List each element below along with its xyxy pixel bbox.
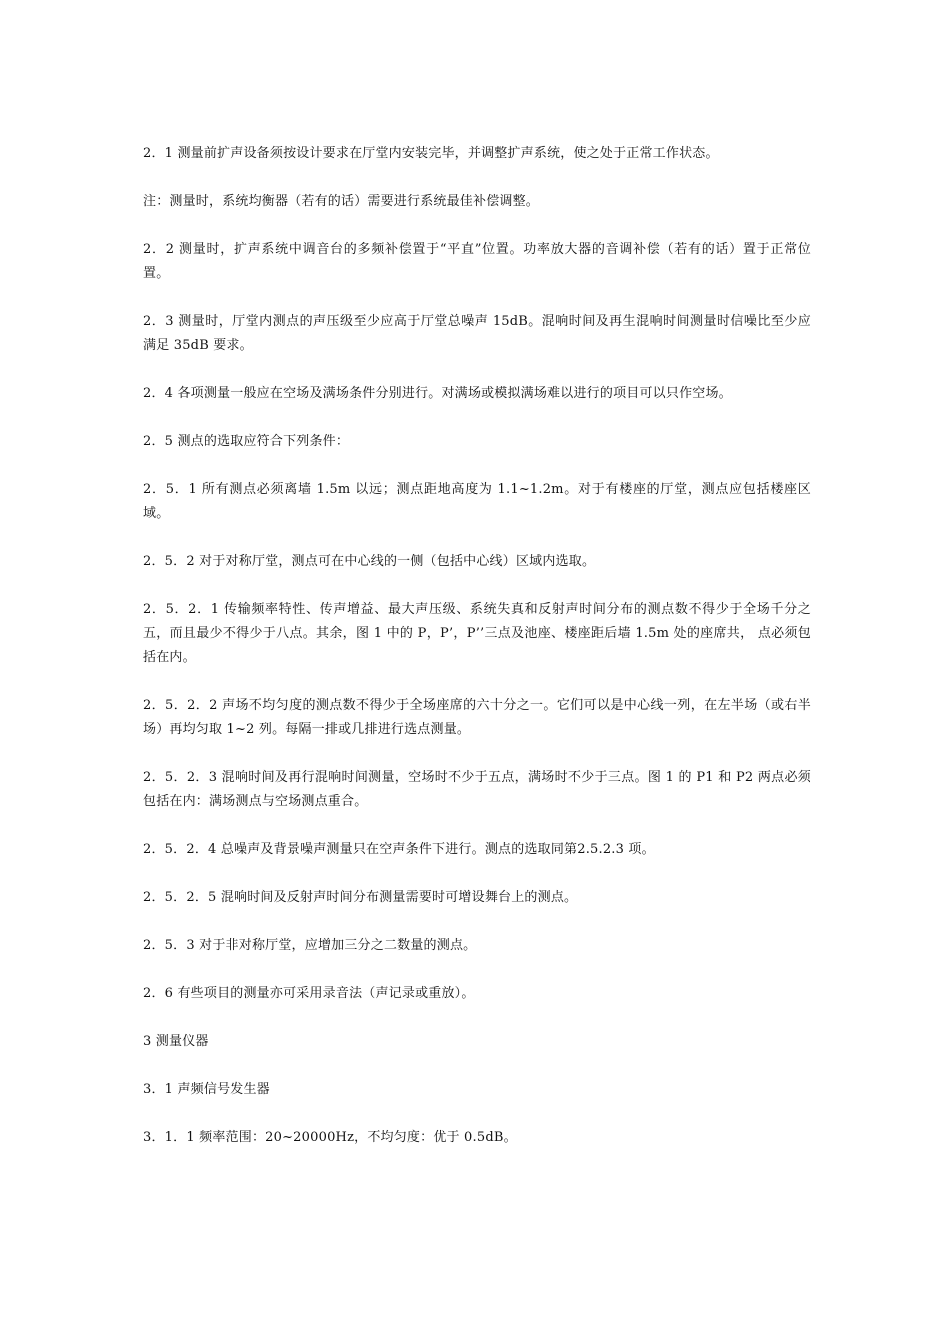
paragraph-2-5-2-2: 2．5．2．2 声场不均匀度的测点数不得少于全场座席的六十分之一。它们可以是中心线一列，在左半场（或右半场）再均匀取 1~2 列。每隔一排或几排进行选点测量。	[143, 698, 811, 737]
paragraph-2-2: 2．2 测量时，扩声系统中调音台的多频补偿置于“平直”位置。功率放大器的音调补偿（若有的话）置于正常位置。	[143, 242, 811, 281]
paragraph-2-5-2-3: 2．5．2．3 混响时间及再行混响时间测量，空场时不少于五点，满场时不少于三点。图 1 的 P1 和 P2 两点必须包括在内：满场测点与空场测点重合。	[143, 770, 811, 809]
paragraph-note: 注：测量时，系统均衡器（若有的话）需要进行系统最佳补偿调整。	[143, 194, 540, 209]
paragraph-2-5-2: 2．5．2 对于对称厅堂，测点可在中心线的一侧（包括中心线）区域内选取。	[143, 554, 596, 569]
paragraph-2-5-2-4: 2．5．2．4 总噪声及背景噪声测量只在空声条件下进行。测点的选取同第2.5.2.3 项。	[143, 842, 655, 857]
paragraph-2-5-3: 2．5．3 对于非对称厅堂，应增加三分之二数量的测点。	[143, 938, 477, 953]
paragraph-3-1: 3．1 声频信号发生器	[143, 1082, 270, 1097]
paragraph-2-3: 2．3 测量时，厅堂内测点的声压级至少应高于厅堂总噪声 15dB。混响时间及再生混响时间测量时信噪比至少应满足 35dB 要求。	[143, 314, 811, 353]
paragraph-2-1: 2．1 测量前扩声设备须按设计要求在厅堂内安装完毕，并调整扩声系统，使之处于正常工作状态。	[143, 146, 719, 161]
paragraph-2-5-1: 2．5．1 所有测点必须离墙 1.5m 以远；测点距地高度为 1.1~1.2m。对于有楼座的厅堂，测点应包括楼座区域。	[143, 482, 811, 521]
paragraph-2-5-2-5: 2．5．2．5 混响时间及反射声时间分布测量需要时可增设舞台上的测点。	[143, 890, 578, 905]
paragraph-3-1-1: 3．1．1 频率范围：20~20000Hz，不均匀度：优于 0.5dB。	[143, 1130, 517, 1145]
paragraph-2-4: 2．4 各项测量一般应在空场及满场条件分别进行。对满场或模拟满场难以进行的项目可以只作空场。	[143, 386, 732, 401]
paragraph-2-5: 2．5 测点的选取应符合下列条件：	[143, 434, 350, 449]
section-heading-3: 3 测量仪器	[143, 1034, 209, 1049]
document-body	[143, 142, 811, 1174]
paragraph-2-6: 2．6 有些项目的测量亦可采用录音法（声记录或重放）。	[143, 986, 475, 1001]
paragraph-2-5-2-1: 2．5．2．1 传输频率特性、传声增益、最大声压级、系统失真和反射声时间分布的测点数不得少于全场千分之五，而且最少不得少于八点。其余，图 1 中的 P，P’，P’’三点及池座、楼座距后墙 1.5m 处的座席共， 点必须包括在内。	[143, 602, 811, 665]
